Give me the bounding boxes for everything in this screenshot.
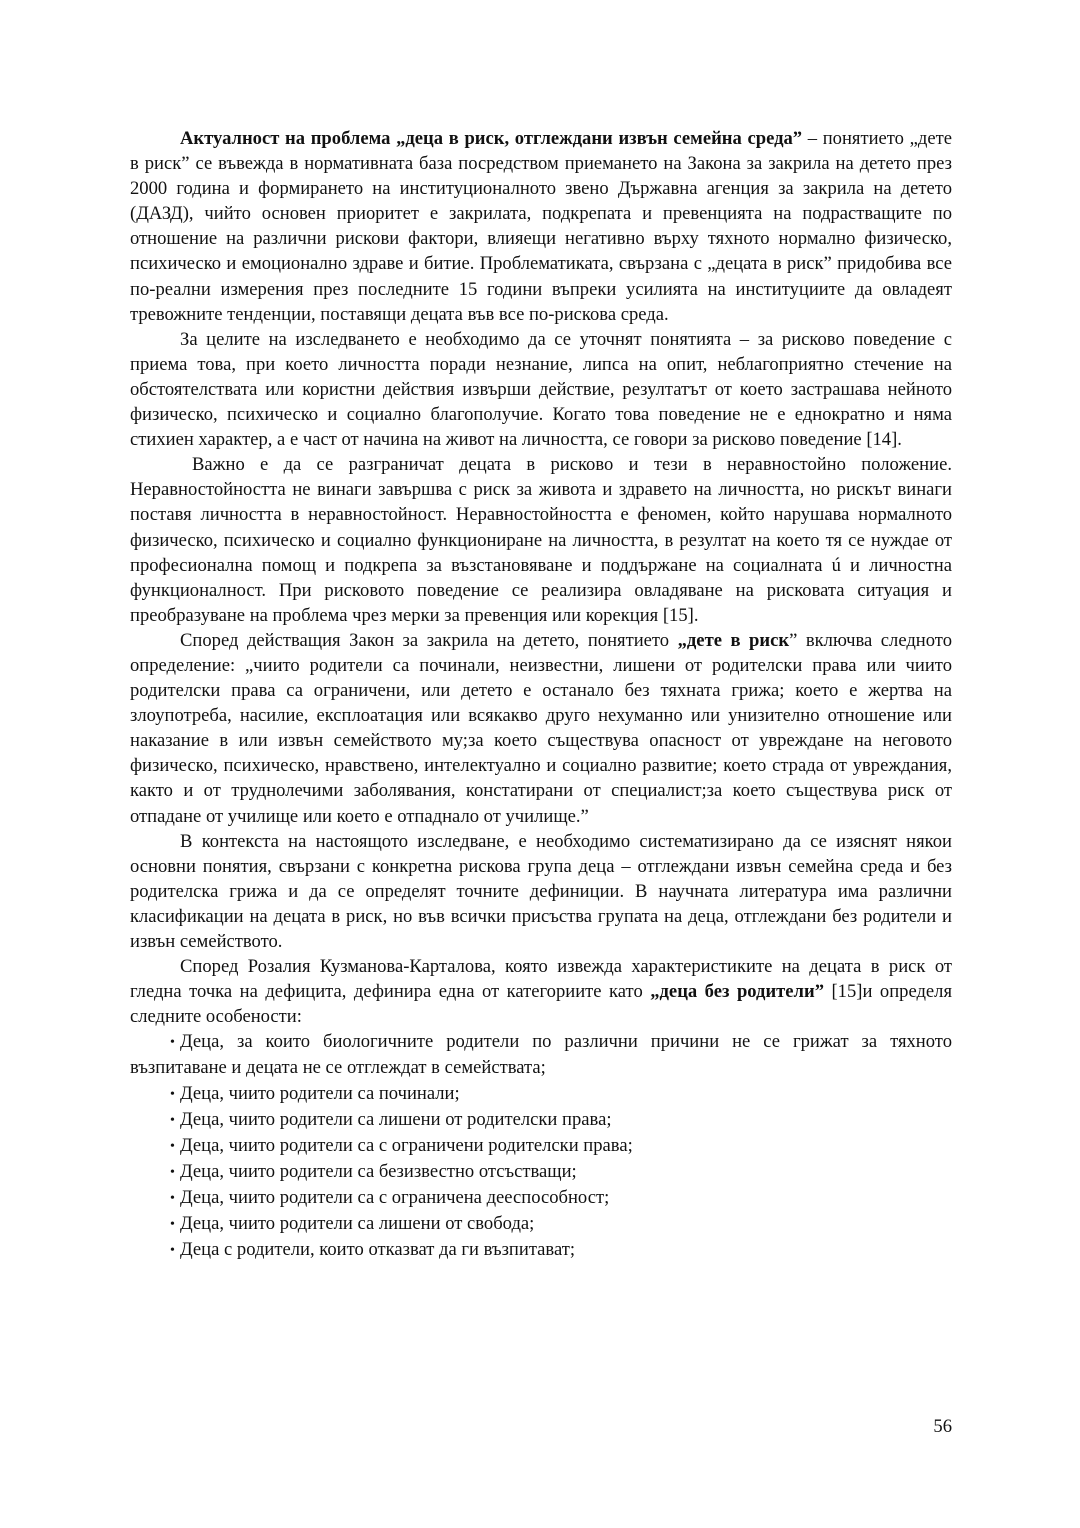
list-item [130,1237,952,1263]
document-page [130,126,952,1263]
list-item [130,1185,952,1211]
paragraph-bold-lead: Актуалност на проблема „деца в риск, отглеждани извън семейна среда” [180,128,803,149]
paragraph-risk-behavior [130,327,952,452]
list-item-text: Деца, чиито родители са безизвестно отсъстващи; [180,1160,577,1182]
page-number: 56 [933,1416,952,1437]
list-item-text: Деца, за които биологичните родители по различни причини не се грижат за тяхното възпитаване и децата не се отглеждат в семействата; [130,1031,952,1079]
bullet-icon: • [170,1164,175,1180]
list-item [130,1159,952,1185]
bullet-icon: • [170,1138,175,1154]
paragraph-disadvantage [130,452,952,628]
list-item [130,1029,952,1080]
bullet-icon: • [170,1112,175,1128]
paragraph-text: Важно е да се разграничат децата в рисково и тези в неравностойно положение. Неравностойността не винаги завършва с риск за живота и здравето на личността, но рискът винаги поставя личността в неравностойност. Неравностойността е феномен, който нарушава нормалното физическо, психическо и социално функциониране на личността, в резултат на което тя се нуждае от професионална помощ и подкрепа за възстановяване и поддържане на социалната ú и личностна функционалност. При рисковото поведение се реализира овладяване на рисковата ситуация и преобразуване на проблема чрез мерки за превенция или корекция [15]. [130,454,952,626]
bullet-icon: • [170,1086,175,1102]
list-item-text: Деца, чиито родители са лишени от свобода; [180,1213,535,1235]
paragraph-text: ” включва следното определение: „чиито родители са починали, неизвестни, лишени от родителски права или чиито родителски права са ограничени, или детето е останало без тяхната грижа; което е жертва на злоупотреба, насилие, експлоатация или всякакво друго нехуманно или унизително отношение или наказание в или извън семейството му;за което съществува опасност от увреждане на неговото физическо, психическо, нравствено, интелектуално и социално развитие; което страда от увреждания, както и от труднолечими заболявания, констатирани от специалист;за което съществува риск от отпадане от училище или което е отпаднало от училище.” [130,629,952,827]
paragraph-text: Според Розалия Кузманова-Карталова, която извежда характеристиките на децата в риск от гледна точка на дефицита, дефинира една от категориите като [130,956,952,1003]
list-item-text: Деца, чиито родители са лишени от родителски права; [180,1108,612,1130]
list-item-text: Деца, чиито родители са починали; [180,1082,460,1104]
paragraph-text: Според действащия Закон за закрила на детето, понятието [180,629,678,651]
paragraph-kuzmanova [130,954,952,1029]
list-item-text: Деца с родители, които отказват да ги възпитават; [180,1239,576,1261]
paragraph-text: – понятието „дете в риск” се въвежда в нормативната база посредством приемането на Закона за закрила на детето през 2000 година и формирането на институционалното звено Държавна агенция за закрила на детето (ДАЗД), чийто основен приоритет е закрилата, подкрепата и превенцията на подрастващите по отношение на различни рискови фактори, влияещи негативно върху тяхното нормално физическо, психическо и емоционално здраве и битие. Проблематиката, свързана с „децата в риск” придобива все по-реални измерения през последните 15 години въпреки усилията на институциите да овладеят тревожните тенденции, поставящи децата във все по-рискова среда. [130,128,952,325]
list-item-text: Деца, чиито родители са с ограничени родителски права; [180,1134,633,1156]
bold-term: „дете в риск [677,629,790,651]
paragraph-text: За целите на изследването е необходимо да се уточнят понятията – за рисково поведение с приема това, при което личността поради незнание, липса на опит, неблагоприятно стечение на обстоятелствата или користни действия извърши действие, резултатът от което застрашава нейното физическо, психическо и социално благополучие. Когато това поведение не е еднократно и няма стихиен характер, а е част от начина на живот на личността, се говори за рисково поведение [14]. [130,328,952,451]
bullet-list [130,1029,952,1263]
list-item-text: Деца, чиито родители са с ограничена дееспособност; [180,1186,610,1208]
paragraph-text: [15]и определя следните особености: [130,981,952,1028]
bullet-icon: • [170,1243,175,1259]
bullet-icon: • [170,1217,175,1233]
list-item [130,1133,952,1159]
list-item [130,1107,952,1133]
paragraph-law-definition [130,628,952,829]
paragraph-research-context [130,829,952,954]
list-item [130,1081,952,1107]
bullet-icon: • [170,1035,175,1051]
paragraph-text: В контекста на настоящото изследване, е необходимо систематизирано да се изяснят някои основни понятия, свързани с конкретна рискова група деца – отглеждани извън семейна среда и без родителска грижа и да се определят точните дефиниции. В научната литература има различни класификации на децата в риск, но във всички присъства групата на деца, отглеждани без родители и извън семейството. [130,830,952,952]
list-item [130,1211,952,1237]
bullet-icon: • [170,1190,175,1206]
paragraph-topic-relevance [130,126,952,327]
bold-term: „деца без родители” [650,981,824,1003]
